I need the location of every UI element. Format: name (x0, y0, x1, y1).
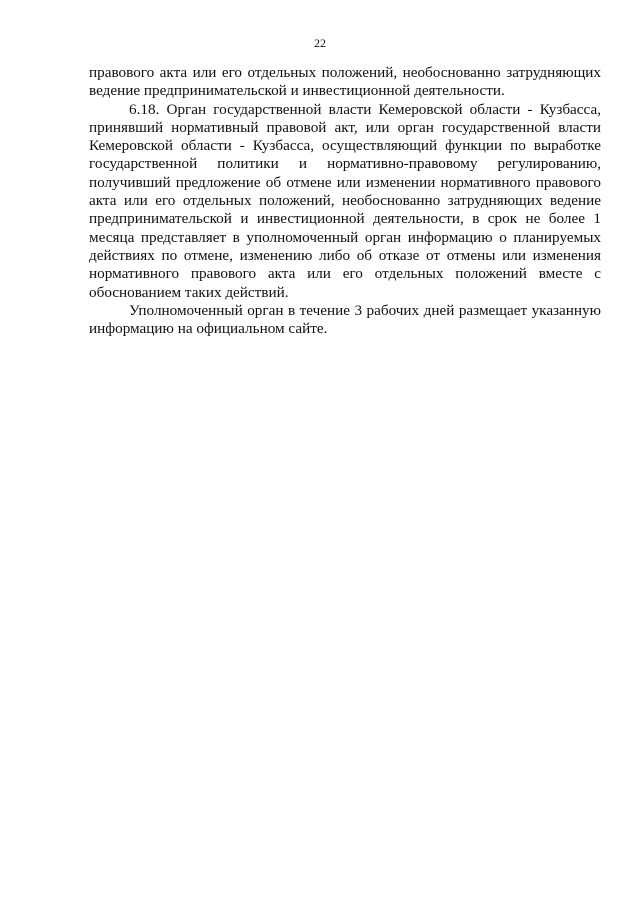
document-body (89, 64, 601, 338)
page-number: 22 (314, 36, 326, 50)
paragraph-continuation: правового акта или его отдельных положений, необоснованно затрудняющих ведение предпринимательской и инвестиционной деятельности. (89, 64, 601, 100)
paragraph-publication: Уполномоченный орган в течение 3 рабочих дней размещает указанную информацию на официальном сайте. (89, 301, 601, 338)
paragraph-6-18: 6.18. Орган государственной власти Кемеровской области - Кузбасса, принявший нормативный правовой акт, или орган государственной власти Кемеровской области - Кузбасса, осуществляющий функции по выработке государственной политики и нормативно-правовому регулированию, получивший предложение об отмене или изменении нормативного правового акта или его отдельных положений, необоснованно затрудняющих ведение предпринимательской и инвестиционной деятельности, в срок не более 1 месяца представляет в уполномоченный орган информацию о планируемых действиях по отмене, изменению либо об отказе от отмены или изменения нормативного правового акта или его отдельных положений вместе с обоснованием таких действий. (89, 100, 601, 301)
